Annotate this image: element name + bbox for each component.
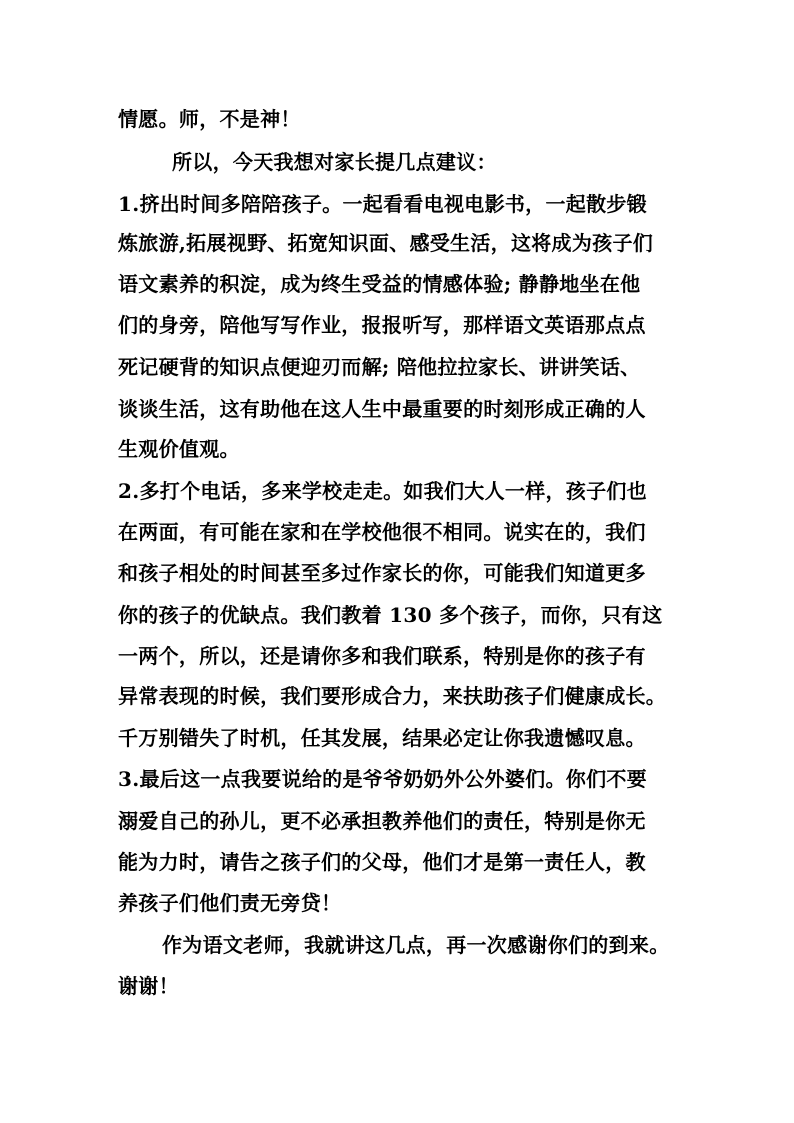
text-line: 养孩子们他们责无旁贷！ <box>118 891 342 915</box>
text-line: 情愿。师，不是神！ <box>118 107 301 131</box>
text-line: 你的孩子的优缺点。我们教着 130 多个孩子，而你，只有这 <box>118 603 663 627</box>
text-line: 炼旅游,拓展视野、拓宽知识面、感受生活，这将成为孩子们 <box>118 231 654 255</box>
text-line: 一两个，所以，还是请你多和我们联系，特别是你的孩子有 <box>118 644 646 668</box>
text-line: 和孩子相处的时间甚至多过作家长的你，可能我们知道更多 <box>118 561 646 585</box>
text-line: 千万别错失了时机，任其发展，结果必定让你我遗憾叹息。 <box>118 726 646 750</box>
text-line: 所以，今天我想对家长提几点建议： <box>172 150 497 174</box>
text-line: 能为力时，请告之孩子们的父母，他们才是第一责任人，教 <box>118 850 646 874</box>
text-line: 死记硬背的知识点便迎刃而解; 陪他拉拉家长、讲讲笑话、 <box>118 355 641 379</box>
text-line: 异常表现的时候，我们要形成合力，来扶助孩子们健康成长。 <box>118 684 667 708</box>
text-line: 3.最后这一点我要说给的是爷爷奶奶外公外婆们。你们不要 <box>118 767 647 791</box>
text-line: 语文素养的积淀，成为终生受益的情感体验; 静静地坐在他 <box>118 272 641 296</box>
text-line: 谈谈生活，这有助他在这人生中最重要的时刻形成正确的人 <box>118 397 646 421</box>
text-line: 在两面，有可能在家和在学校他很不相同。说实在的，我们 <box>118 520 646 544</box>
text-line: 谢谢！ <box>118 974 179 998</box>
text-line: 1.挤出时间多陪陪孩子。一起看看电视电影书，一起散步锻 <box>118 192 647 216</box>
text-line: 们的身旁，陪他写写作业，报报听写，那样语文英语那点点 <box>118 313 646 337</box>
text-line: 2.多打个电话，多来学校走走。如我们大人一样，孩子们也 <box>118 479 647 503</box>
text-line: 生观价值观。 <box>118 437 240 461</box>
text-line: 作为语文老师，我就讲这几点，再一次感谢你们的到来。 <box>162 933 670 957</box>
text-line: 溺爱自己的孙儿，更不必承担教养他们的责任，特别是你无 <box>118 809 646 833</box>
